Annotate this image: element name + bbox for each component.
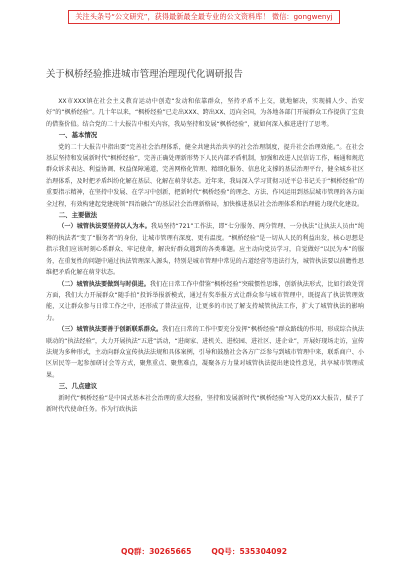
section-paragraph-suggestions: 新时代“枫桥经验”是中国式基本社会治理的重大经验，坚持和发展新时代“枫桥经验”写入党的XX大报告，赋予了新时代代使命任务。作为行政执法 bbox=[46, 394, 364, 413]
document-body bbox=[46, 96, 364, 542]
practice-item-2-text: 我们在日常工作中借鉴“枫桥经验”突破惯性思维，创新执法形式，比如行政处罚方面，我们大力开展群众“随手拍”投诉举报新模式，通过有奖举报方式让群众参与城市管理中，既提高了执法管理效能，又让群众参与日常工作之中，还形成了普法宣传，让更多的市民了解支持城管执法工作，扩大了城管执法的影响力。 bbox=[46, 280, 364, 322]
practice-item-1-title: （一）城管执法要坚持以人为本。 bbox=[58, 223, 151, 231]
section-heading-suggestions: 三、几点建议 bbox=[58, 382, 98, 391]
contact-footer bbox=[0, 546, 408, 562]
practice-item-3-text: 我们在日常的工作中要充分发挥“枫桥经验”群众路线的作用，形成综合执法联动的“执法经验”，大力开展执法“五进”活动，“进商家、进机关、进校园、进社区、进企业”，开展好现场走访，宣传法规为多种形式，主动向群众宣传执法法规和具体案例，引导和鼓励社会各方广泛参与到城市管理中来，联系商户、小区居民等一起参加研讨会等方式，聚焦重点、聚焦难点，凝聚各方力量对城管执法提出建设性意见，共享城市管理成果。 bbox=[46, 326, 364, 379]
document-title: 关于枫桥经验推进城市管理治理现代化调研报告 bbox=[46, 69, 243, 80]
intro-paragraph: XX市XXX镇在社会主义教育运动中创造“发动和依靠群众，坚持矛盾不上交，就地解决，实现捕人少、治安好”的“枫桥经验”。几十年以来，“枫桥经验”已走出XXX、跨出XX、迈向全国，为各地各部门开展群众工作提供了宝贵的借鉴价值。结合党的二十大报告中相关内容，我局坚持和发展“枫桥经验”，就如何深入推进进行了思考。 bbox=[46, 98, 364, 128]
promo-banner bbox=[0, 0, 408, 34]
qq-group-text: QQ群：30265665 bbox=[120, 547, 192, 556]
practice-item-1 bbox=[46, 221, 364, 278]
section-paragraph-basic: 党的二十大报告中指出要“完善社会治理体系，健全共建共治共享的社会治理制度，提升社会治理效能。”。在社会基层坚持和发展新时代“枫桥经验”，完善正确处理新形势下人民内部矛盾机制，加强和改进人民信访工作，畅通和规范群众诉求表达、利益协调、权益保障通道，完善网格化管理、精细化服务、信息化支撑的基层治理平台，健全城乡社区治理体系，及时把矛盾纠纷化解在基层、化解在萌芽状态。近年来，我局深入学习贯彻习近平总书记关于“枫桥经验”的重要指示精神，在坚持中发展、在学习中创新，把新时代“枫桥经验”的理念、方法、作风运用到基层城市管理的各方面全过程，有效构建起党建统领“四治融合”的基层社会治理新格局，加快推进基层社会治理体系和治理能力现代化建设。 bbox=[46, 143, 364, 208]
section-heading-practices: 二、主要做法 bbox=[58, 211, 98, 220]
practice-item-1-text: 我局坚持“721”工作法，即“七分服务、两分管理、一分执法”让执法人员由“纯粹的执法者”变了“服务者”的身份，让城市管理有深度、更有温度。“枫桥经验”是一切从人民的利益出发，核心思想是指示我们应该时刻心系群众、牢记使命，解决好群众遇到的各类难题。应主动向党员学习，自觉做好“以民为本”的服务，在重复性的问题中通过执法管理深入源头，特别是城市管理中常见的占道经营等违法行为，城管执法要以前瞻性思维把矛盾化解在萌芽状态。 bbox=[46, 223, 364, 277]
promo-banner-text: 关注头条号“公文研究”，获得最新最全最专业的公文资料库！ 微信：gongwenyj bbox=[68, 10, 339, 25]
practice-item-2-title: （二）城管执法要做到与时俱进。 bbox=[58, 280, 150, 288]
practice-item-2 bbox=[46, 279, 364, 325]
practice-item-3 bbox=[46, 324, 364, 381]
section-heading-basic: 一、基本情况 bbox=[58, 131, 98, 140]
qq-number-text: QQ号：535304092 bbox=[211, 547, 288, 556]
practice-item-3-title: （三）城管执法要善于创新联系群众。 bbox=[58, 326, 163, 334]
